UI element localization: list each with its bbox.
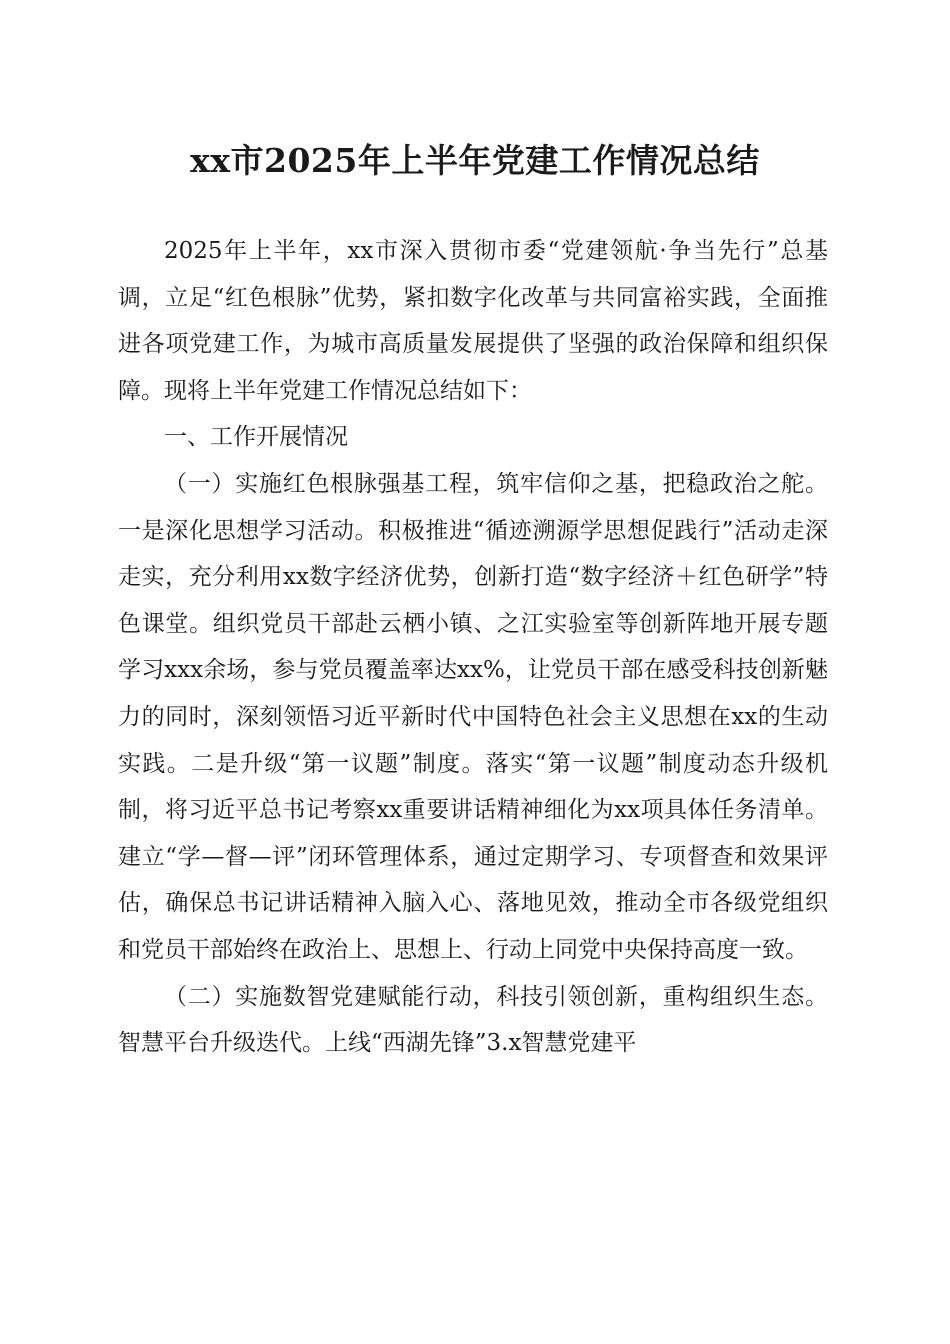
- section-heading-work-progress: 一、工作开展情况: [164, 424, 348, 451]
- item2-paragraph: [118, 974, 828, 1067]
- item2-heading: （二）实施数智党建赋能行动，科技引领创新，重构组织生态。: [164, 983, 828, 1010]
- item2-body: 智慧平台升级迭代。上线“西湖先锋”3.x智慧党建平: [118, 1030, 637, 1057]
- item1-paragraph: [118, 461, 828, 974]
- item1-heading: （一）实施红色根脉强基工程，筑牢信仰之基，把稳政治之舵。: [164, 470, 828, 497]
- item1-body: 一是深化思想学习活动。积极推进“循迹溯源学思想促践行”活动走深走实，充分利用xx数字经济优势，创新打造“数字经济＋红色研学”特色课堂。组织党员干部赴云栖小镇、之江实验室等创新阵地开展专题学习xxx余场，参与党员覆盖率达xx%，让党员干部在感受科技创新魅力的同时，深刻领悟习近平新时代中国特色社会主义思想在xx的生动实践。二是升级“第一议题”制度。落实“第一议题”制度动态升级机制，将习近平总书记考察xx重要讲话精神细化为xx项具体任务清单。建立“学—督—评”闭环管理体系，通过定期学习、专项督查和效果评估，确保总书记讲话精神入脑入心、落地见效，推动全市各级党组织和党员干部始终在政治上、思想上、行动上同党中央保持高度一致。: [118, 517, 828, 963]
- document-body: [118, 228, 828, 1067]
- document-title: xx市2025年上半年党建工作情况总结: [190, 141, 760, 180]
- intro-paragraph: 2025年上半年，xx市深入贯彻市委“党建领航·争当先行”总基调，立足“红色根脉”优势，紧扣数字化改革与共同富裕实践，全面推进各项党建工作，为城市高质量发展提供了坚强的政治保障和组织保障。现将上半年党建工作情况总结如下：: [118, 238, 828, 404]
